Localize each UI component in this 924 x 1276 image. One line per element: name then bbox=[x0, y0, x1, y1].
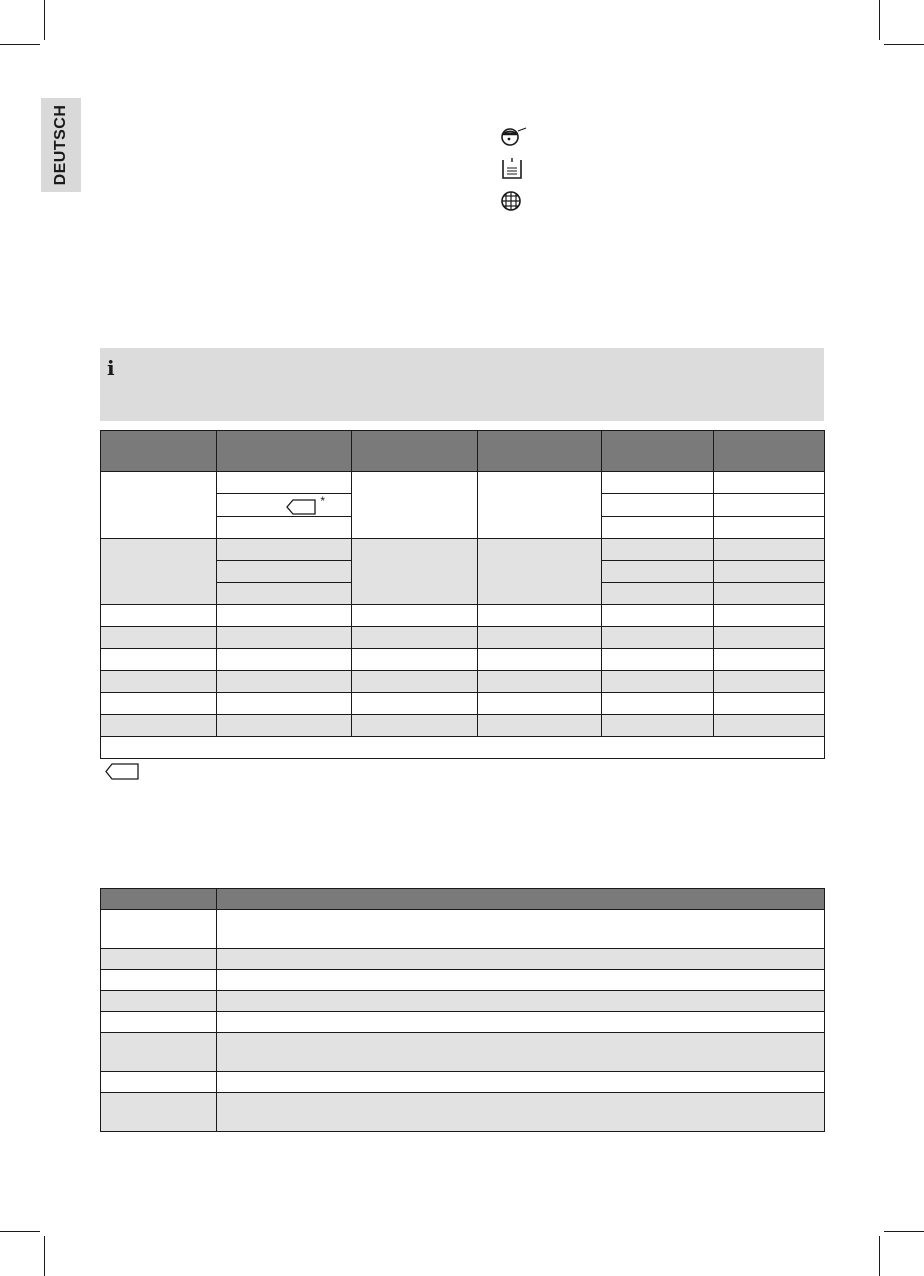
table-cell bbox=[352, 671, 478, 693]
crop-mark bbox=[884, 1231, 924, 1232]
table-cell bbox=[101, 737, 825, 759]
table-cell bbox=[217, 1093, 825, 1132]
table-cell bbox=[217, 539, 352, 561]
footnote-marker: * bbox=[320, 494, 325, 508]
tag-icon bbox=[105, 762, 141, 782]
face-icon bbox=[500, 124, 528, 150]
grid-icon bbox=[500, 189, 526, 215]
table-cell bbox=[217, 1072, 825, 1093]
crop-mark bbox=[879, 1236, 880, 1276]
table-cell bbox=[217, 517, 352, 539]
table-cell bbox=[602, 605, 714, 627]
table-cell bbox=[602, 472, 714, 494]
table-cell bbox=[602, 494, 714, 517]
table-row bbox=[101, 1093, 825, 1132]
table-cell bbox=[101, 991, 217, 1012]
table-cell bbox=[714, 539, 825, 561]
table-cell bbox=[714, 649, 825, 671]
table-cell bbox=[101, 970, 217, 991]
table-cell bbox=[714, 627, 825, 649]
table-row bbox=[101, 627, 825, 649]
table-cell bbox=[101, 539, 217, 605]
table-cell bbox=[217, 970, 825, 991]
crop-mark bbox=[0, 44, 40, 45]
table-row bbox=[101, 970, 825, 991]
table-row bbox=[101, 649, 825, 671]
table-cell bbox=[714, 583, 825, 605]
table-cell bbox=[217, 472, 352, 494]
note-box bbox=[100, 348, 824, 421]
table-cell bbox=[352, 472, 478, 539]
table-cell bbox=[101, 1072, 217, 1093]
table-header-cell bbox=[101, 431, 217, 472]
table-row bbox=[101, 693, 825, 715]
table-cell bbox=[101, 949, 217, 970]
table-header-row bbox=[101, 889, 825, 910]
table-cell bbox=[101, 605, 217, 627]
table-cell bbox=[352, 627, 478, 649]
table-cell bbox=[478, 671, 602, 693]
table-cell bbox=[602, 561, 714, 583]
table-cell bbox=[217, 627, 352, 649]
table-header-cell bbox=[217, 431, 352, 472]
table-cell bbox=[217, 715, 352, 737]
crop-mark bbox=[44, 1236, 45, 1276]
table-cell bbox=[101, 649, 217, 671]
table-cell bbox=[602, 517, 714, 539]
language-tab bbox=[41, 98, 81, 192]
table-cell bbox=[217, 693, 352, 715]
table-row bbox=[101, 991, 825, 1012]
table-footer-row bbox=[101, 737, 825, 759]
tag-icon bbox=[286, 498, 320, 516]
table-header-cell bbox=[352, 431, 478, 472]
crop-mark bbox=[44, 0, 45, 40]
info-icon: i bbox=[107, 356, 115, 380]
table-cell bbox=[478, 627, 602, 649]
table-cell bbox=[714, 517, 825, 539]
table-cell bbox=[101, 1012, 217, 1033]
table-header-cell bbox=[602, 431, 714, 472]
table-header-cell bbox=[478, 431, 602, 472]
table-row bbox=[101, 910, 825, 949]
table-cell bbox=[602, 583, 714, 605]
table-cell bbox=[714, 494, 825, 517]
table-cell bbox=[217, 583, 352, 605]
table-cell bbox=[101, 671, 217, 693]
table-row bbox=[101, 472, 825, 494]
table-cell bbox=[602, 693, 714, 715]
table-row bbox=[101, 539, 825, 561]
table-cell bbox=[101, 1093, 217, 1132]
table-row bbox=[101, 605, 825, 627]
table-cell bbox=[352, 605, 478, 627]
table-cell bbox=[217, 1012, 825, 1033]
table-cell bbox=[602, 649, 714, 671]
table-cell bbox=[478, 649, 602, 671]
table-cell bbox=[714, 693, 825, 715]
table-row bbox=[101, 949, 825, 970]
table-cell bbox=[352, 715, 478, 737]
table-cell bbox=[478, 472, 602, 539]
table-row bbox=[101, 715, 825, 737]
table-cell bbox=[217, 649, 352, 671]
table-cell bbox=[101, 715, 217, 737]
table-header-cell bbox=[714, 431, 825, 472]
table-cell bbox=[714, 715, 825, 737]
table-cell bbox=[602, 539, 714, 561]
table-row bbox=[101, 1072, 825, 1093]
table-cell bbox=[714, 472, 825, 494]
table-cell bbox=[478, 693, 602, 715]
table-header-cell bbox=[217, 889, 825, 910]
language-label: DEUTSCH bbox=[52, 104, 69, 186]
table-cell bbox=[714, 605, 825, 627]
table-cell bbox=[217, 494, 352, 517]
table-row bbox=[101, 671, 825, 693]
table-cell bbox=[101, 472, 217, 539]
crop-mark bbox=[0, 1231, 40, 1232]
table-cell bbox=[352, 693, 478, 715]
table-cell bbox=[101, 693, 217, 715]
program-table bbox=[100, 430, 825, 759]
fault-table bbox=[100, 888, 825, 1132]
table-row bbox=[101, 1033, 825, 1072]
table-cell bbox=[478, 605, 602, 627]
table-cell bbox=[217, 671, 352, 693]
table-cell bbox=[217, 561, 352, 583]
table-cell bbox=[352, 649, 478, 671]
crop-mark bbox=[879, 0, 880, 40]
table-cell bbox=[714, 561, 825, 583]
table-cell bbox=[217, 949, 825, 970]
table-cell bbox=[602, 671, 714, 693]
table-cell bbox=[352, 539, 478, 605]
table-cell bbox=[478, 715, 602, 737]
table-header-cell bbox=[101, 889, 217, 910]
table-cell bbox=[478, 539, 602, 605]
table-cell bbox=[217, 605, 352, 627]
table-cell bbox=[101, 627, 217, 649]
table-cell bbox=[217, 910, 825, 949]
table-cell bbox=[602, 627, 714, 649]
table-row bbox=[101, 1012, 825, 1033]
table-cell bbox=[101, 1033, 217, 1072]
table-cell bbox=[217, 991, 825, 1012]
crop-mark bbox=[884, 44, 924, 45]
table-header-row bbox=[101, 431, 825, 472]
table-cell bbox=[714, 671, 825, 693]
table-cell bbox=[602, 715, 714, 737]
container-icon bbox=[500, 156, 526, 182]
table-cell bbox=[101, 910, 217, 949]
table-cell bbox=[217, 1033, 825, 1072]
